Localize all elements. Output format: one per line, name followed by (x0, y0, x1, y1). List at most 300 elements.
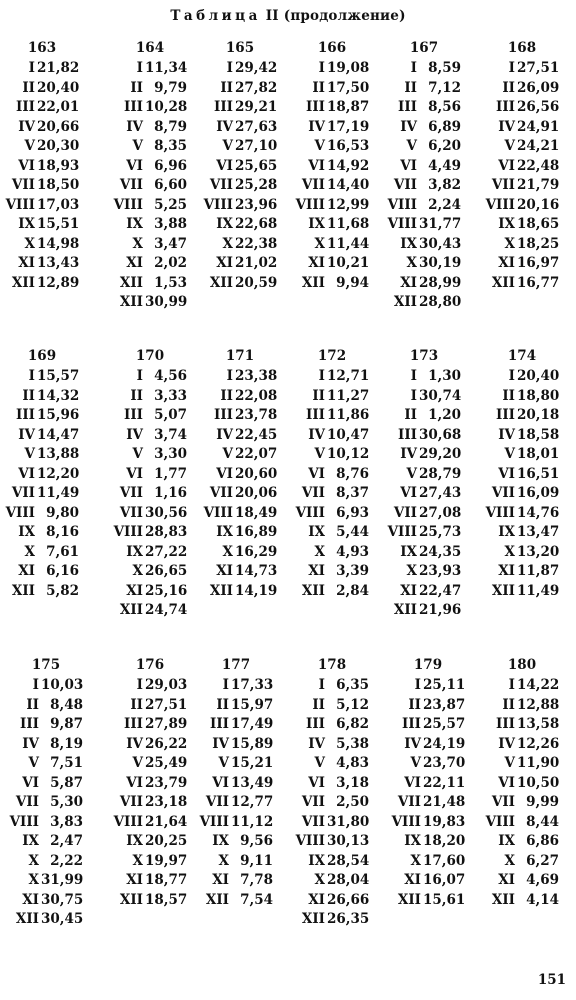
day-value: 18,01 (517, 446, 560, 462)
month-numeral: II (312, 387, 325, 404)
table-column (102, 657, 198, 931)
month-numeral: VIII (199, 813, 229, 830)
table-row (102, 158, 198, 178)
table-column (376, 40, 472, 314)
month-numeral: III (16, 407, 35, 423)
day-value: 5,38 (336, 735, 369, 752)
day-value: 3,74 (154, 426, 187, 443)
table-row (102, 216, 198, 236)
month-numeral: IV (498, 426, 515, 443)
table-row (102, 775, 198, 795)
table-row (102, 368, 198, 388)
day-value: 9,80 (46, 504, 79, 521)
month-numeral: X (504, 235, 515, 252)
month-numeral: VI (308, 465, 325, 482)
table-row (192, 485, 288, 505)
day-value: 26,35 (327, 911, 370, 927)
day-value: 28,04 (327, 872, 370, 888)
day-value: 23,93 (419, 563, 462, 579)
month-numeral: VIII (485, 813, 515, 830)
day-value: 22,07 (235, 446, 278, 462)
table-row (474, 216, 570, 236)
table-row (376, 119, 472, 139)
table-column (376, 348, 472, 622)
month-numeral: XI (18, 563, 35, 579)
table-row (102, 872, 198, 892)
day-value: 14,40 (327, 177, 370, 193)
table-row (192, 119, 288, 139)
month-numeral: III (214, 99, 233, 115)
table-row (284, 368, 380, 388)
day-value: 30,13 (327, 833, 370, 849)
table-row (284, 446, 380, 466)
day-value: 24,91 (517, 118, 560, 135)
month-numeral: V (406, 465, 417, 482)
month-numeral: VIII (387, 196, 417, 213)
table-row (192, 524, 288, 544)
table-row (376, 197, 472, 217)
day-value: 3,82 (428, 177, 461, 193)
table-row (0, 892, 94, 912)
month-numeral: VIII (391, 813, 421, 830)
table-row (376, 294, 472, 314)
table-column (102, 40, 198, 314)
month-numeral: IX (498, 216, 515, 232)
day-value: 7,12 (428, 79, 461, 96)
table-row (102, 716, 198, 736)
month-numeral: XII (397, 891, 421, 908)
day-value: 18,77 (145, 872, 188, 888)
table-row (474, 197, 570, 217)
table-row (284, 833, 380, 853)
table-row (380, 775, 476, 795)
month-numeral: VII (301, 177, 325, 193)
day-value: 3,88 (154, 216, 187, 232)
month-numeral: III (16, 99, 35, 115)
table-row (474, 466, 570, 486)
day-value: 18,50 (37, 177, 80, 193)
table-row (0, 755, 94, 775)
month-numeral: XII (393, 602, 417, 618)
day-value: 3,39 (336, 563, 369, 579)
month-numeral: XII (119, 274, 143, 291)
day-value: 2,50 (336, 794, 369, 810)
table-row (380, 794, 476, 814)
day-value: 13,49 (231, 774, 274, 791)
table-row (284, 583, 380, 603)
day-value: 7,78 (240, 872, 273, 888)
table-row (0, 794, 94, 814)
table-row (102, 697, 198, 717)
table-row (376, 138, 472, 158)
day-value: 9,79 (154, 79, 187, 96)
month-numeral: XII (15, 911, 39, 927)
day-value: 30,43 (419, 235, 462, 252)
table-row (102, 388, 198, 408)
day-value: 15,57 (37, 368, 80, 384)
table-row (474, 236, 570, 256)
table-row (0, 177, 90, 197)
table-row (188, 853, 284, 873)
table-row (376, 602, 472, 622)
month-numeral: I (318, 368, 325, 384)
day-value: 23,96 (235, 196, 278, 213)
month-numeral: IV (126, 118, 143, 135)
table-row (284, 99, 380, 119)
table-column (188, 657, 284, 931)
table-row (376, 60, 472, 80)
month-numeral: IX (126, 543, 143, 560)
day-value: 11,49 (517, 582, 560, 599)
month-numeral: I (136, 677, 143, 693)
month-numeral: VI (126, 157, 143, 174)
day-value: 27,89 (145, 716, 188, 732)
month-numeral: I (414, 677, 421, 693)
month-numeral: VI (400, 157, 417, 174)
month-numeral: III (306, 716, 325, 732)
table-row (474, 99, 570, 119)
table-column (474, 40, 570, 314)
month-numeral: XII (491, 274, 515, 291)
table-row (192, 80, 288, 100)
day-value: 25,28 (235, 177, 278, 193)
day-value: 21,82 (37, 60, 80, 76)
table-row (0, 427, 90, 447)
month-numeral: I (226, 368, 233, 384)
table-row (474, 814, 570, 834)
table-row (102, 736, 198, 756)
day-value: 1,53 (154, 274, 187, 291)
month-numeral: XI (22, 891, 39, 908)
month-numeral: IV (216, 426, 233, 443)
table-row (284, 158, 380, 178)
table-row (102, 833, 198, 853)
table-row (192, 177, 288, 197)
month-numeral: IX (400, 235, 417, 252)
month-numeral: VII (491, 177, 515, 193)
month-numeral: III (306, 99, 325, 115)
day-value: 8,48 (50, 696, 83, 713)
table-row (102, 853, 198, 873)
day-value: 27,51 (145, 696, 188, 713)
table-row (284, 872, 380, 892)
month-numeral: VIII (5, 504, 35, 521)
day-value: 16,53 (327, 138, 370, 154)
month-numeral: VIII (9, 813, 39, 830)
day-value: 9,99 (526, 794, 559, 810)
table-row (284, 911, 380, 931)
month-numeral: VIII (203, 196, 233, 213)
table-row (284, 197, 380, 217)
day-value: 16,77 (517, 274, 560, 291)
column-number: 175 (31, 657, 61, 673)
table-row (474, 544, 570, 564)
day-value: 28,79 (419, 465, 462, 482)
table-row (102, 755, 198, 775)
day-value: 11,87 (517, 563, 560, 579)
table-row (0, 814, 94, 834)
day-value: 21,96 (419, 602, 462, 618)
column-number: 165 (225, 40, 255, 56)
month-numeral: IV (126, 735, 143, 752)
month-numeral: X (314, 872, 325, 888)
table-row (474, 697, 570, 717)
table-row (284, 485, 380, 505)
month-numeral: VII (209, 177, 233, 193)
page-title (0, 8, 576, 24)
table-row (474, 275, 570, 295)
day-value: 5,07 (154, 407, 187, 423)
table-row (102, 119, 198, 139)
day-value: 1,77 (154, 465, 187, 482)
month-numeral: IV (212, 735, 229, 752)
month-numeral: IX (216, 524, 233, 540)
month-numeral: XI (498, 872, 515, 888)
day-value: 14,19 (235, 582, 278, 599)
month-numeral: XI (498, 563, 515, 579)
month-numeral: XI (216, 255, 233, 271)
day-value: 13,20 (517, 543, 560, 560)
table-row (102, 485, 198, 505)
table-row (284, 60, 380, 80)
day-value: 27,10 (235, 138, 278, 154)
month-numeral: VI (308, 774, 325, 791)
month-numeral: VI (498, 774, 515, 791)
month-numeral: X (132, 852, 143, 869)
day-value: 16,89 (235, 524, 278, 540)
month-numeral: I (318, 60, 325, 76)
month-numeral: IX (308, 216, 325, 232)
month-numeral: IX (126, 833, 143, 849)
day-value: 27,22 (145, 543, 188, 560)
month-numeral: XII (209, 582, 233, 599)
day-value: 4,14 (526, 891, 559, 908)
table-row (474, 677, 570, 697)
day-value: 22,11 (423, 774, 466, 791)
table-row (0, 99, 90, 119)
month-numeral: I (136, 368, 143, 384)
day-value: 11,68 (327, 216, 370, 232)
table-row (474, 255, 570, 275)
table-row (102, 583, 198, 603)
day-value: 8,56 (428, 99, 461, 115)
month-numeral: IX (18, 216, 35, 232)
column-number: 179 (413, 657, 443, 673)
day-value: 22,01 (37, 99, 80, 115)
table-row (474, 60, 570, 80)
table-row (474, 368, 570, 388)
day-value: 18,65 (517, 216, 560, 232)
day-value: 14,73 (235, 563, 278, 579)
month-numeral: VIII (5, 196, 35, 213)
day-value: 14,32 (37, 387, 80, 404)
day-value: 8,44 (526, 813, 559, 830)
table-row (188, 794, 284, 814)
day-value: 18,49 (235, 504, 278, 521)
month-numeral: I (136, 60, 143, 76)
table-row (188, 775, 284, 795)
month-numeral: IX (212, 833, 229, 849)
month-numeral: III (496, 407, 515, 423)
month-numeral: I (410, 387, 417, 404)
month-numeral: V (132, 446, 143, 462)
day-value: 11,34 (145, 60, 188, 76)
month-numeral: VII (491, 485, 515, 501)
month-numeral: II (502, 696, 515, 713)
month-numeral: VII (301, 813, 325, 830)
table-row (0, 158, 90, 178)
month-numeral: II (130, 696, 143, 713)
table-row (102, 466, 198, 486)
day-value: 8,59 (428, 60, 461, 76)
table-row (376, 505, 472, 525)
day-value: 25,57 (423, 716, 466, 732)
month-numeral: IX (18, 524, 35, 540)
table-row (192, 446, 288, 466)
day-value: 4,83 (336, 755, 369, 771)
table-row (474, 407, 570, 427)
table-row (376, 485, 472, 505)
month-numeral: XI (498, 255, 515, 271)
month-numeral: III (306, 407, 325, 423)
table-row (284, 775, 380, 795)
day-value: 13,47 (517, 524, 560, 540)
month-numeral: XI (126, 255, 143, 271)
month-numeral: VI (498, 465, 515, 482)
day-value: 28,99 (419, 274, 462, 291)
month-numeral: II (130, 79, 143, 96)
month-numeral: IX (498, 833, 515, 849)
month-numeral: I (226, 60, 233, 76)
month-numeral: I (28, 368, 35, 384)
day-value: 29,03 (145, 677, 188, 693)
month-numeral: X (504, 852, 515, 869)
month-numeral: VII (205, 794, 229, 810)
day-value: 5,87 (50, 774, 83, 791)
table-row (380, 736, 476, 756)
table-row (380, 892, 476, 912)
month-numeral: XI (308, 255, 325, 271)
month-numeral: X (132, 235, 143, 252)
table-column (380, 657, 476, 931)
month-numeral: X (218, 852, 229, 869)
month-numeral: X (24, 543, 35, 560)
table-row (474, 853, 570, 873)
month-numeral: V (314, 138, 325, 154)
month-numeral: X (132, 563, 143, 579)
day-value: 21,48 (423, 794, 466, 810)
month-numeral: V (504, 138, 515, 154)
table-column (0, 40, 90, 314)
day-value: 4,49 (428, 157, 461, 174)
table-row (102, 677, 198, 697)
table-row (0, 716, 94, 736)
day-value: 27,63 (235, 118, 278, 135)
table-row (284, 236, 380, 256)
table-row (0, 853, 94, 873)
column-number: 169 (27, 348, 57, 364)
day-value: 31,99 (41, 872, 84, 888)
table-row (284, 755, 380, 775)
table-row (0, 524, 90, 544)
table-row (376, 407, 472, 427)
month-numeral: II (22, 79, 35, 96)
month-numeral: II (408, 696, 421, 713)
table-row (0, 833, 94, 853)
day-value: 2,47 (50, 833, 83, 849)
table-row (474, 388, 570, 408)
column-number: 180 (507, 657, 537, 673)
day-value: 29,20 (419, 446, 462, 462)
month-numeral: VIII (295, 196, 325, 213)
month-numeral: VII (491, 794, 515, 810)
table-row (284, 255, 380, 275)
month-numeral: XII (119, 294, 143, 310)
table-row (474, 775, 570, 795)
table-row (102, 427, 198, 447)
month-numeral: I (508, 60, 515, 76)
day-value: 14,47 (37, 426, 80, 443)
table-row (474, 716, 570, 736)
day-value: 9,94 (336, 274, 369, 291)
month-numeral: XI (212, 872, 229, 888)
month-numeral: XI (400, 274, 417, 291)
table-row (474, 872, 570, 892)
month-numeral: VI (400, 485, 417, 501)
table-row (376, 524, 472, 544)
month-numeral: XII (11, 582, 35, 599)
month-numeral: XI (18, 255, 35, 271)
month-numeral: IV (498, 118, 515, 135)
table-row (0, 80, 90, 100)
month-numeral: I (222, 677, 229, 693)
month-numeral: VII (119, 794, 143, 810)
day-value: 23,87 (423, 696, 466, 713)
month-numeral: XII (301, 582, 325, 599)
table-row (0, 736, 94, 756)
day-value: 7,54 (240, 891, 273, 908)
day-value: 6,86 (526, 833, 559, 849)
table-column (284, 348, 380, 622)
day-value: 10,21 (327, 255, 370, 271)
month-numeral: II (130, 387, 143, 404)
day-value: 11,44 (327, 235, 370, 252)
table-row (102, 505, 198, 525)
table-row (376, 236, 472, 256)
table-row (102, 602, 198, 622)
table-row (474, 563, 570, 583)
day-value: 16,29 (235, 543, 278, 560)
table-row (376, 544, 472, 564)
table-row (376, 275, 472, 295)
month-numeral: III (124, 716, 143, 732)
table-row (376, 427, 472, 447)
month-numeral: VIII (113, 524, 143, 540)
day-value: 3,47 (154, 235, 187, 252)
day-value: 15,61 (423, 891, 466, 908)
month-numeral: IV (498, 735, 515, 752)
column-number: 163 (27, 40, 57, 56)
day-value: 12,89 (37, 274, 80, 291)
day-value: 15,96 (37, 407, 80, 423)
month-numeral: I (410, 60, 417, 76)
month-numeral: XI (126, 582, 143, 599)
table-column (0, 657, 94, 931)
month-numeral: X (406, 255, 417, 271)
day-value: 18,58 (517, 426, 560, 443)
table-row (474, 80, 570, 100)
day-value: 30,99 (145, 294, 188, 310)
